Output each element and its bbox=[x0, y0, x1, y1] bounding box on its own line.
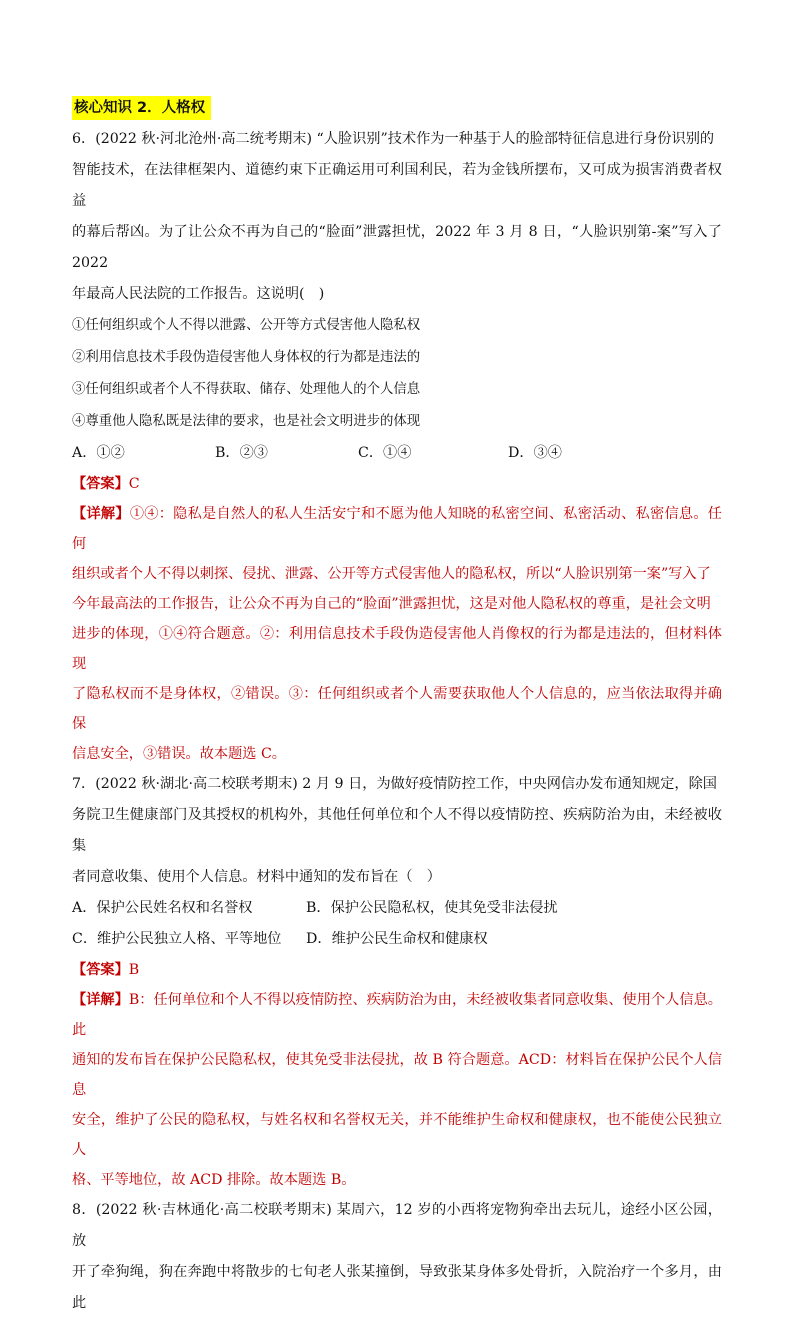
answer-label: 【答案】 bbox=[72, 476, 129, 492]
explanation-line bbox=[72, 985, 722, 1045]
options-row bbox=[72, 924, 722, 955]
statement-3: ③任何组织或者个人不得获取、储存、处理他人的个人信息 bbox=[72, 382, 421, 397]
answer bbox=[72, 955, 722, 985]
answer-value: C bbox=[128, 476, 140, 492]
document-page bbox=[72, 96, 722, 1319]
question-text-line: 开了牵狗绳，狗在奔跑中将散步的七旬老人张某撞倒，导致张某身体多处骨折，入院治疗一个多月，由此 bbox=[72, 1264, 722, 1311]
option-a: A．①② bbox=[72, 445, 125, 461]
question-text-line: 智能技术，在法律框架内、道德约束下正确运用可利国利民，若为金钱所摆布，又可成为损害消费者权益 bbox=[72, 162, 722, 209]
option-b: B．保护公民隐私权，使其免受非法侵扰 bbox=[306, 900, 558, 916]
question-text-line: 8．(2022 秋·吉林通化·高二校联考期末) 某周六，12 岁的小西将宠物狗牵出去玩儿，途经小区公园，放 bbox=[72, 1202, 722, 1249]
options-row bbox=[72, 893, 722, 924]
statement-4: ④尊重他人隐私既是法律的要求，也是社会文明进步的体现 bbox=[72, 414, 421, 429]
explanation-label: 【详解】 bbox=[72, 992, 129, 1008]
question-text-line: 务院卫生健康部门及其授权的机构外，其他任何单位和个人不得以疫情防控、疾病防治为由，未经被收集 bbox=[72, 807, 722, 854]
option-a: A．保护公民姓名权和名誉权 bbox=[72, 900, 253, 916]
explanation-line: 进步的体现，①④符合题意。②：利用信息技术手段伪造侵害他人肖像权的行为都是违法的，但材料体现 bbox=[72, 626, 722, 672]
question-text-line: 者同意收集、使用个人信息。材料中通知的发布旨在（ ） bbox=[72, 869, 441, 885]
statement-2: ②利用信息技术手段伪造侵害他人身体权的行为都是违法的 bbox=[72, 350, 421, 365]
explanation-line: 安全，维护了公民的隐私权，与姓名权和名誉权无关，并不能维护生命权和健康权，也不能使公民独立人 bbox=[72, 1112, 722, 1158]
question-7 bbox=[72, 769, 722, 1195]
explanation-line: 今年最高法的工作报告，让公众不再为自己的“脸面”泄露担忧，这是对他人隐私权的尊重，是社会文明 bbox=[72, 596, 711, 612]
question-6 bbox=[72, 124, 722, 769]
statement-1: ①任何组织或个人不得以泄露、公开等方式侵害他人隐私权 bbox=[72, 318, 421, 333]
explanation-text: ①④：隐私是自然人的私人生活安宁和不愿为他人知晓的私密空间、私密活动、私密信息。任何 bbox=[72, 506, 722, 552]
options-row bbox=[72, 438, 722, 469]
option-c: C．①④ bbox=[358, 445, 412, 461]
question-text-line: 7．(2022 秋·湖北·高二校联考期末) 2 月 9 日，为做好疫情防控工作，中央网信办发布通知规定，除国 bbox=[72, 776, 717, 792]
question-text-line: 6．(2022 秋·河北沧州·高二统考期末) “人脸识别”技术作为一种基于人的脸部特征信息进行身份识别的 bbox=[72, 131, 715, 147]
answer-value: B bbox=[128, 962, 140, 978]
explanation-label: 【详解】 bbox=[72, 506, 130, 522]
answer-label: 【答案】 bbox=[72, 962, 129, 978]
explanation-line: 信息安全，③错误。故本题选 C。 bbox=[72, 746, 286, 762]
explanation-line: 通知的发布旨在保护公民隐私权，使其免受非法侵扰，故 B 符合题意。ACD：材料旨在保护公民个人信息 bbox=[72, 1052, 722, 1098]
section-heading: 核心知识 2．人格权 bbox=[72, 96, 211, 120]
question-text-line: 年最高人民法院的工作报告。这说明( ) bbox=[72, 286, 325, 302]
explanation-line: 了隐私权而不是身体权，②错误。③：任何组织或者个人需要获取他人个人信息的，应当依法取得并确保 bbox=[72, 686, 722, 732]
explanation-text: B：任何单位和个人不得以疫情防控、疾病防治为由，未经被收集者同意收集、使用个人信息。此 bbox=[72, 992, 722, 1038]
option-d: D．维护公民生命权和健康权 bbox=[306, 931, 488, 947]
question-text-line: 的幕后帮凶。为了让公众不再为自己的“脸面”泄露担忧，2022 年 3 月 8 日，“人脸识别第-案”写入了 2022 bbox=[72, 224, 722, 271]
question-8 bbox=[72, 1195, 722, 1319]
answer bbox=[72, 469, 722, 499]
explanation-line: 格、平等地位，故 ACD 排除。故本题选 B。 bbox=[72, 1172, 356, 1188]
explanation-line bbox=[72, 499, 722, 559]
option-c: C．维护公民独立人格、平等地位 bbox=[72, 931, 282, 947]
explanation-line: 组织或者个人不得以刺探、侵扰、泄露、公开等方式侵害他人的隐私权，所以“人脸识别第一案”写入了 bbox=[72, 566, 711, 582]
option-b: B．②③ bbox=[215, 445, 268, 461]
option-d: D．③④ bbox=[508, 445, 562, 461]
